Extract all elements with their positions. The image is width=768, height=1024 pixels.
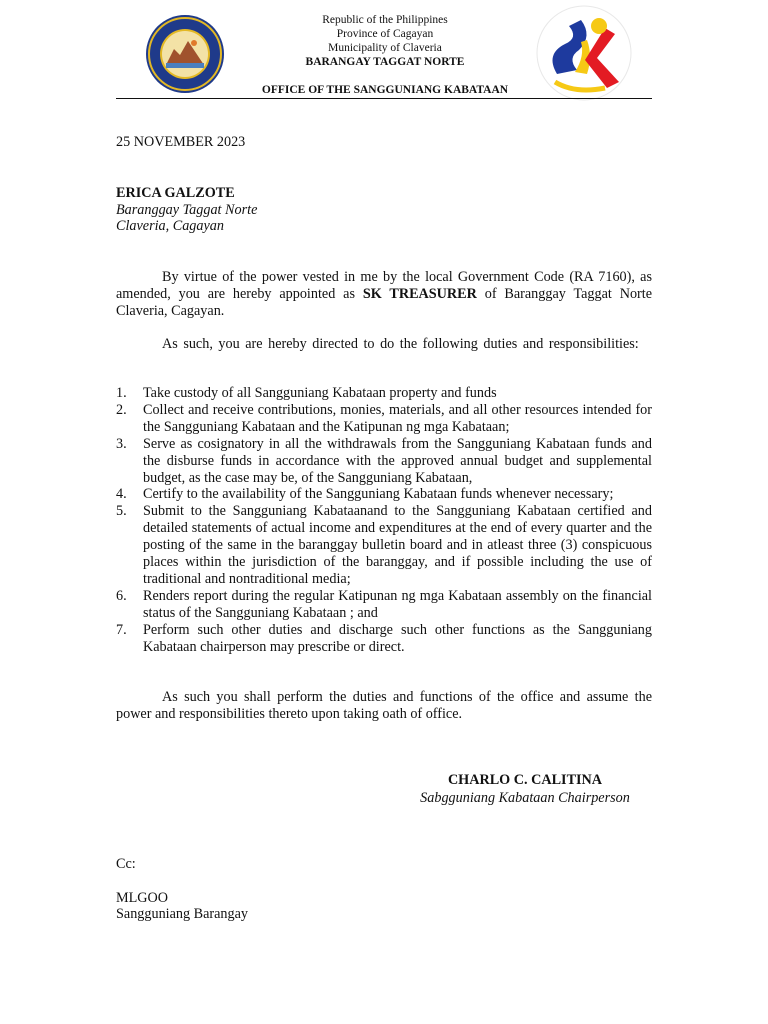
list-item [116,486,652,503]
list-item-text: Take custody of all Sangguniang Kabataan property and funds [143,385,497,401]
list-item [116,588,652,622]
list-item-number: 6. [116,587,127,604]
header-office: OFFICE OF THE SANGGUNIANG KABATAAN [261,84,509,96]
list-item-number: 2. [116,401,127,418]
header-barangay: BARANGAY TAGGAT NORTE [305,56,465,68]
closing-paragraph: As such you shall perform the duties and functions of the office and assume the power and responsibilities thereto upon taking oath of office. [116,689,652,722]
appointment-paragraph [116,269,652,320]
recipient-address-2: Claveria, Cagayan [116,218,224,234]
header-line-3: Municipality of Claveria [328,42,442,54]
cc-item: MLGOO [116,890,169,906]
duties-intro-paragraph: As such, you are hereby directed to do the following duties and responsibilities: [162,336,639,352]
cc-label: Cc: [116,856,136,872]
cc-item: Sangguniang Barangay [116,906,248,922]
list-item-text: Serve as cosignatory in all the withdrawals from the Sangguniang Kabataan funds and the disburse funds in accordance with the approved annual budget and supplemental budget, as the case may be, of the Sangguniang Kabataan, [143,435,652,486]
list-item-text: Renders report during the regular Katipunan ng mga Kabataan assembly on the financial status of the Sangguniang Kabataan ; and [143,587,652,621]
signatory-title: Sabgguniang Kabataan Chairperson [420,790,630,806]
list-item-text: Collect and receive contributions, monies, materials, and all other resources intended for the Sangguniang Kabataan and the Katipunan ng mga Kabataan; [143,401,652,435]
list-item-text: Perform such other duties and discharge such other functions as the Sangguniang Kabataan chairperson may prescribe or direct. [143,621,652,655]
list-item [116,402,652,436]
list-item-text: Submit to the Sangguniang Kabataanand to the Sangguniang Kabataan certified and detailed statements of actual income and expenditures at the end of every quarter and the posting of the same in the baranggay bulletin board and in atleast three (3) conspicuous places within the jurisdiction of the baranggay, and if possible including the use of traditional and nontraditional media; [143,503,652,587]
header-line-1: Republic of the Philippines [322,14,448,26]
list-item-number: 1. [116,385,127,401]
appointment-position: SK TREASURER [362,286,477,302]
appointment-text-a: By virtue of the power vested in me by the local Government Code (RA 7160), as amended, you are hereby appointed as [116,269,652,302]
appointment-text-b: of Baranggay Taggat Norte Claveria, Cagayan. [116,286,653,319]
list-item-number: 3. [116,435,127,452]
list-item-number: 5. [116,503,127,520]
list-item [116,622,652,656]
list-item-number: 4. [116,486,127,503]
letter-date: 25 NOVEMBER 2023 [116,134,246,150]
list-item-number: 7. [116,621,127,638]
recipient-name: ERICA GALZOTE [116,185,235,201]
header-line-2: Province of Cagayan [336,28,434,40]
list-item [116,385,652,402]
recipient-address-1: Baranggay Taggat Norte [116,202,258,218]
list-item-text: Certify to the availability of the Sangguniang Kabataan funds whenever necessary; [143,486,614,503]
list-item [116,503,652,588]
list-item [116,436,652,487]
header-divider [116,98,652,99]
duties-list [116,385,652,656]
signatory-name: CHARLO C. CALITINA [447,772,603,788]
